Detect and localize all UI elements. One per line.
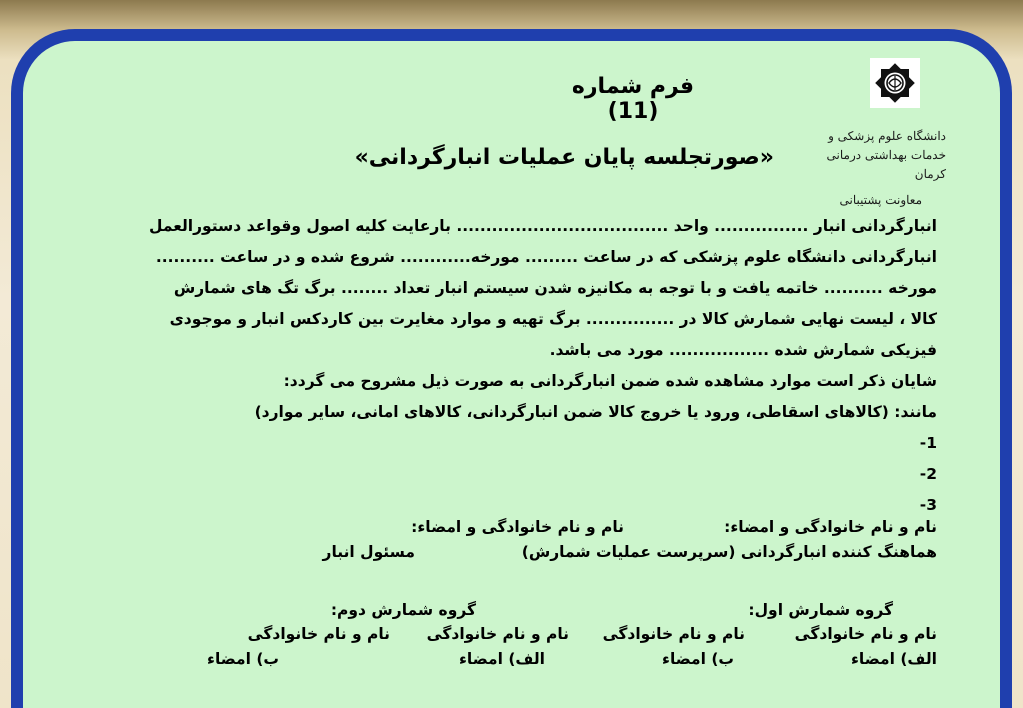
body-line: فیزیکی شمارش شده ................. مورد می باشد. [549, 341, 937, 359]
body-line: مانند: (کالاهای اسقاطی، ورود یا خروج کالا ضمن انبارگردانی، کالاهای امانی، سایر موارد) [254, 403, 937, 421]
signature-label-a: الف) امضاء [459, 650, 545, 668]
university-name [776, 127, 946, 184]
item-1: 1- [919, 434, 937, 452]
body-line: انبارگردانی دانشگاه علوم پزشکی که در ساعت ......... مورخه............ شروع شده و در ساعت .......... [155, 248, 937, 266]
group-member-name-label: نام و نام خانوادگی [247, 625, 390, 643]
group-member-name-label: نام و نام خانوادگی [426, 625, 569, 643]
form-title: «صورتجلسه پایان عملیات انبارگردانی» [354, 145, 774, 170]
group-member-name-label: نام و نام خانوادگی [602, 625, 745, 643]
body-line: کالا ، لیست نهایی شمارش کالا در ............... برگ تهیه و موارد مغایرت بین کاردکس انبار و موجودی [169, 310, 937, 328]
body-line: مورخه .......... خاتمه یافت و با توجه به مکانیزه شدن سیستم انبار تعداد ........ برگ تگ های شمارش [173, 279, 937, 297]
signature-label-coordinator: نام و نام خانوادگی و امضاء: [724, 518, 937, 536]
form-frame [11, 29, 1012, 708]
university-name-line: کرمان [914, 167, 946, 181]
group-1-title: گروه شمارش اول: [748, 601, 893, 619]
department-name: معاونت پشتیبانی [839, 193, 922, 207]
body-line: انبارگردانی انبار ................ واحد .................................... بارعایت کلیه اصول وقواعد دستورالعمل [148, 217, 937, 235]
group-member-name-label: نام و نام خانوادگی [794, 625, 937, 643]
university-name-line: خدمات بهداشتی درمانی [826, 148, 946, 162]
group-2-title: گروه شمارش دوم: [330, 601, 476, 619]
item-3: 3- [919, 496, 937, 514]
signature-label-b: ب) امضاء [207, 650, 279, 668]
university-name-line: دانشگاه علوم پزشکی و [828, 129, 946, 143]
coordinator-title: هماهنگ کننده انبارگردانی (سرپرست عملیات شمارش) [521, 543, 937, 561]
form-body [147, 211, 937, 521]
item-2: 2- [919, 465, 937, 483]
signature-label-a: الف) امضاء [851, 650, 937, 668]
signature-label-b: ب) امضاء [662, 650, 734, 668]
form-number: فرم شماره (11) [571, 74, 695, 124]
warehouse-manager-title: مسئول انبار [322, 543, 415, 561]
university-emblem-icon [870, 58, 920, 108]
body-line: شایان ذکر است موارد مشاهده شده ضمن انبارگردانی به صورت ذیل مشروح می گردد: [283, 372, 937, 390]
signature-label-manager: نام و نام خانوادگی و امضاء: [411, 518, 624, 536]
